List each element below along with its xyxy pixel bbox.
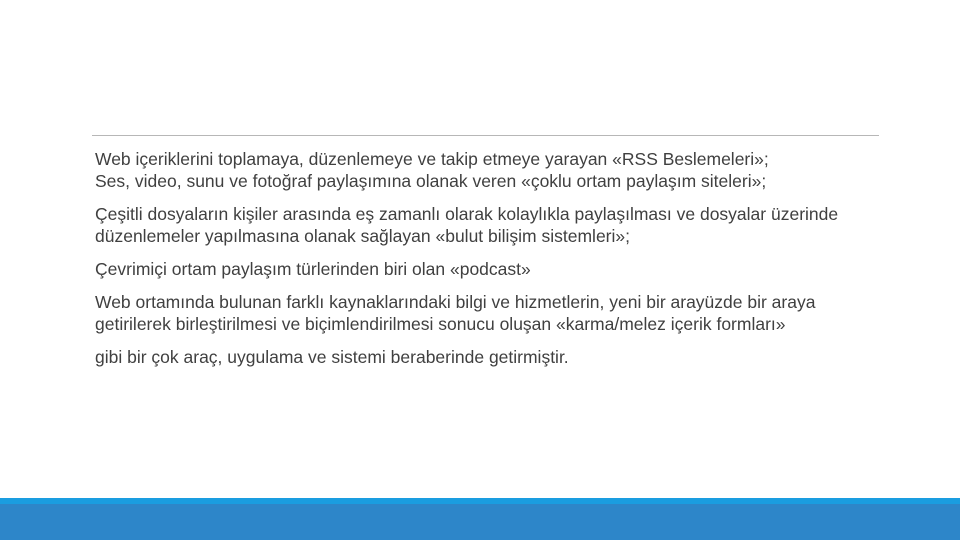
footer-band: [0, 504, 960, 540]
paragraph-multimedia: Ses, video, sunu ve fotoğraf paylaşımına olanak veren «çoklu ortam paylaşım siteleri»;: [95, 171, 767, 191]
paragraph-mashup: Web ortamında bulunan farklı kaynaklarındaki bilgi ve hizmetlerin, yeni bir arayüzde bir araya getirilerek birleştirilmesi ve biçimlendirilmesi sonucu oluşan «karma/melez içerik formları»: [95, 292, 816, 334]
slide-body: [95, 148, 885, 379]
title-divider: [92, 135, 879, 136]
paragraph-podcast: Çevrimiçi ortam paylaşım türlerinden biri olan «podcast»: [95, 259, 531, 279]
paragraph-closing: gibi bir çok araç, uygulama ve sistemi beraberinde getirmiştir.: [95, 347, 569, 367]
paragraph-rss: Web içeriklerini toplamaya, düzenlemeye ve takip etmeye yarayan «RSS Beslemeleri»;: [95, 149, 769, 169]
paragraph-cloud: Çeşitli dosyaların kişiler arasında eş zamanlı olarak kolaylıkla paylaşılması ve dosyalar üzerinde düzenlemeler yapılmasına olanak sağlayan «bulut bilişim sistemleri»;: [95, 204, 839, 246]
